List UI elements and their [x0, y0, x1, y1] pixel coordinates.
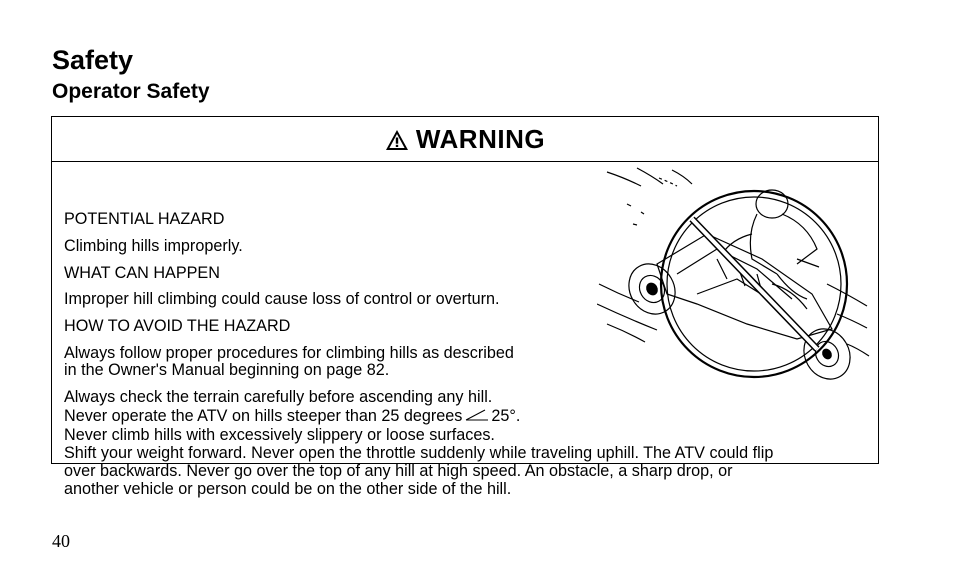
weight-line-1: Shift your weight forward. Never open the throttle suddenly while traveling uphill. The ATV could flip — [64, 444, 774, 462]
steep-line — [64, 408, 520, 425]
steep-suffix: 25°. — [491, 407, 521, 425]
weight-line-3: another vehicle or person could be on the other side of the hill. — [64, 480, 512, 498]
angle-icon — [465, 409, 489, 421]
warning-body — [52, 162, 878, 498]
consequence-text: Improper hill climbing could cause loss of control or overturn. — [64, 290, 500, 308]
warning-triangle-icon — [385, 129, 409, 151]
slippery-line: Never climb hills with excessively slippery or loose surfaces. — [64, 426, 495, 444]
avoid-line-2: in the Owner's Manual beginning on page 82. — [64, 361, 390, 379]
weight-line-2: over backwards. Never go over the top of any hill at high speed. An obstacle, a sharp drop, or — [64, 462, 733, 480]
warning-title: WARNING — [415, 123, 546, 154]
section-title: Safety — [52, 45, 134, 75]
subsection-title: Operator Safety — [52, 80, 210, 103]
page-number: 40 — [52, 531, 70, 551]
hazard-text: Climbing hills improperly. — [64, 237, 243, 255]
hazard-label: POTENTIAL HAZARD — [64, 210, 225, 228]
warning-box — [51, 116, 879, 498]
warning-header — [52, 117, 878, 162]
avoid-label: HOW TO AVOID THE HAZARD — [64, 317, 291, 335]
prohibited-atv-hill-climb-icon — [597, 164, 877, 394]
avoid-line-1: Always follow proper procedures for climbing hills as described — [64, 344, 514, 362]
consequence-label: WHAT CAN HAPPEN — [64, 264, 220, 282]
steep-prefix: Never operate the ATV on hills steeper than 25 degrees — [64, 407, 463, 425]
terrain-line: Always check the terrain carefully before ascending any hill. — [64, 388, 493, 406]
